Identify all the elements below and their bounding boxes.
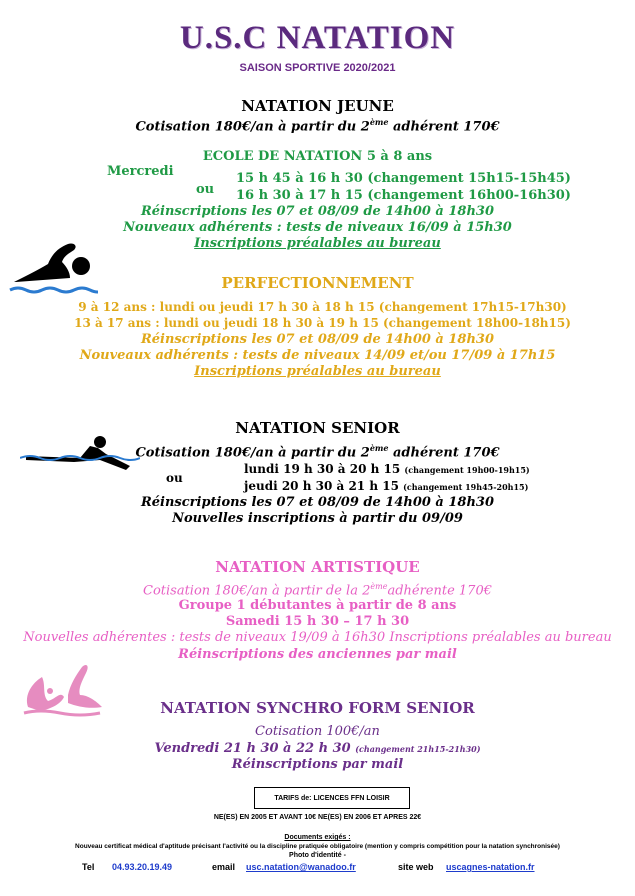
season-subtitle: SAISON SPORTIVE 2020/2021 <box>239 62 396 74</box>
section-jeune-heading: NATATION JEUNE <box>241 97 394 115</box>
tarifs-line: NE(ES) EN 2005 ET AVANT 10€ NE(ES) EN 2006 ET APRES 22€ <box>213 814 422 821</box>
perf-inscriptions: Inscriptions préalables au bureau <box>194 364 441 379</box>
senior-reinscriptions: Réinscriptions les 07 et 08/09 de 14h00 à 18h30 <box>140 495 495 510</box>
senior-cotisation: Cotisation 180€/an à partir du 2ème adhérent 170€ <box>135 443 500 461</box>
page-title: U.S.C NATATION <box>179 20 456 56</box>
ecole-or: ou <box>196 182 215 197</box>
artistique-reinscriptions: Réinscriptions des anciennes par mail <box>178 647 457 662</box>
tel-value: 04.93.20.19.49 <box>112 862 173 872</box>
artistique-heading: NATATION ARTISTIQUE <box>215 558 420 576</box>
senior-jeudi: jeudi 20 h 30 à 21 h 15 (changement 19h45-20h15) <box>244 479 529 493</box>
tarifs-box: TARIFS de: LICENCES FFN LOISIR <box>254 787 410 809</box>
documents-certificat: Nouveau certificat médical d'aptitude précisant l'activité ou la discipline pratiquée obligatoire (mention y compris compétition pour la natation synchronisée) <box>75 843 560 850</box>
documents-photo: Photo d'identité - <box>289 852 346 859</box>
perf-line-2: 13 à 17 ans : lundi ou jeudi 18 h 30 à 19 h 15 (changement 18h00-18h15) <box>74 316 571 330</box>
perf-reinscriptions: Réinscriptions les 07 et 08/09 de 14h00 à 18h30 <box>140 332 495 347</box>
perf-line-1: 9 à 12 ans : lundi ou jeudi 17 h 30 à 18 h 15 (changement 17h15-17h30) <box>78 300 567 314</box>
email-label: email <box>212 862 236 872</box>
ecole-slot-1: 15 h 45 à 16 h 30 (changement 15h15-15h45) <box>236 171 571 186</box>
ecole-slot-2: 16 h 30 à 17 h 15 (changement 16h00-16h30) <box>236 188 571 203</box>
documents-heading: Documents exigés : <box>284 834 351 841</box>
senior-nouvelles: Nouvelles inscriptions à partir du 09/09 <box>172 511 463 526</box>
site-link[interactable]: uscagnes-natation.fr <box>446 862 535 872</box>
synchro-swimmers-icon <box>20 655 110 729</box>
tel-label: Tel <box>82 862 95 872</box>
section-senior-heading: NATATION SENIOR <box>235 419 400 437</box>
ecole-reinscriptions: Réinscriptions les 07 et 08/09 de 14h00 à 18h30 <box>140 204 495 219</box>
perf-nouveaux: Nouveaux adhérents : tests de niveaux 14/09 et/ou 17/09 à 17h15 <box>79 348 556 363</box>
senior-lundi: lundi 19 h 30 à 20 h 15 (changement 19h00-19h15) <box>244 462 530 476</box>
email-link[interactable]: usc.natation@wanadoo.fr <box>246 862 356 872</box>
jeune-cotisation: Cotisation 180€/an à partir du 2ème adhérent 170€ <box>135 117 500 135</box>
ecole-nouveaux: Nouveaux adhérents : tests de niveaux 16/09 à 15h30 <box>123 220 512 235</box>
artistique-samedi: Samedi 15 h 30 – 17 h 30 <box>225 614 410 629</box>
senior-or: ou <box>166 471 183 485</box>
ecole-inscriptions: Inscriptions préalables au bureau <box>194 236 441 251</box>
synchro-vendredi: Vendredi 21 h 30 à 22 h 30 (changement 21h15-21h30) <box>154 741 481 756</box>
ecole-day: Mercredi <box>107 164 174 179</box>
synchro-heading: NATATION SYNCHRO FORM SENIOR <box>160 699 475 717</box>
site-label: site web <box>398 862 434 872</box>
perf-heading: PERFECTIONNEMENT <box>221 274 414 292</box>
artistique-nouvelles: Nouvelles adhérentes : tests de niveaux 19/09 à 16h30 Inscriptions préalables au bureau <box>23 630 612 645</box>
ecole-heading: ECOLE DE NATATION 5 à 8 ans <box>202 149 433 164</box>
artistique-groupe: Groupe 1 débutantes à partir de 8 ans <box>178 598 457 613</box>
artistique-cotisation: Cotisation 180€/an à partir de la 2èmeadhérente 170€ <box>143 582 492 599</box>
synchro-cotisation: Cotisation 100€/an <box>255 724 380 739</box>
synchro-reinscriptions: Réinscriptions par mail <box>231 757 404 772</box>
